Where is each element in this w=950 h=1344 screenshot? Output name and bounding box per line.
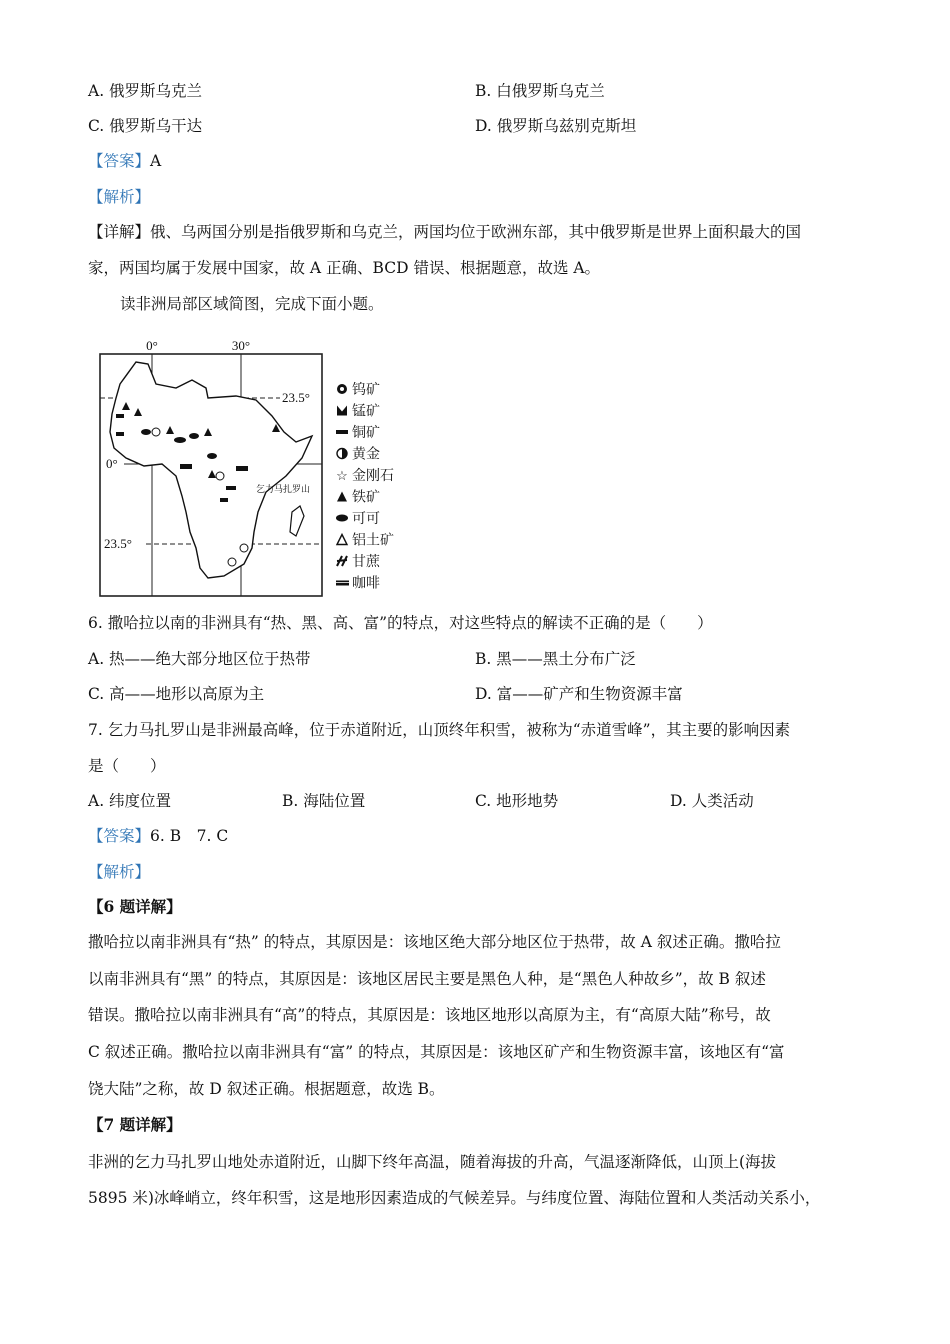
madagascar-outline <box>290 506 304 536</box>
q6-detail-heading: 【6 题详解】 <box>88 897 182 916</box>
legend-label: 黄金 <box>352 447 380 463</box>
q6-detail-line-2: 以南非洲具有“黑” 的特点，其原因是：该地区居民主要是黑色人种，是“黑色人种故乡”，故 B 叙述 <box>88 970 766 988</box>
q5-option-d: D. 俄罗斯乌兹别克斯坦 <box>475 117 637 135</box>
svg-text:☆: ☆ <box>336 468 348 483</box>
iron-icon <box>337 492 347 502</box>
manganese-icon <box>337 406 347 416</box>
q5-option-c: C. 俄罗斯乌干达 <box>88 117 203 135</box>
bauxite-icon <box>337 535 347 545</box>
label-lon-30: 30° <box>231 338 251 353</box>
map-legend <box>336 382 394 592</box>
q6-detail-line-3: 错误。撒哈拉以南非洲具有“高”的特点，其原因是：该地区地形以高原为主，有“高原大陆”称号，故 <box>88 1006 771 1024</box>
legend-label: 铝土矿 <box>352 533 394 549</box>
q6-stem: 6. 撒哈拉以南的非洲具有“热、黑、高、富”的特点，对这些特点的解读不正确的是（ ） <box>88 614 713 632</box>
q5-detail-line-2: 家，两国均属于发展中国家，故 A 正确、BCD 错误、根据题意，故选 A。 <box>88 259 601 277</box>
diamond-icon <box>336 468 348 483</box>
q6-detail-line-5: 饶大陆”之称，故 D 叙述正确。根据题意，故选 B。 <box>88 1080 445 1098</box>
cocoa-icon <box>336 515 348 522</box>
label-lat-equator: 0° <box>106 456 118 471</box>
q7-option-c: C. 地形地势 <box>475 792 559 810</box>
q7-option-b: B. 海陆位置 <box>282 792 366 810</box>
label-lat-north: 23.5° <box>282 390 310 405</box>
africa-map <box>96 336 416 598</box>
copper-icon <box>336 430 348 434</box>
q7-detail-line-1: 非洲的乞力马扎罗山地处赤道附近，山脚下终年高温，随着海拔的升高，气温逐渐降低，山顶上(海拔 <box>88 1153 777 1171</box>
coffee-icon <box>336 581 349 586</box>
legend-label: 可可 <box>352 512 380 527</box>
answer-value: A <box>150 152 162 170</box>
gold-icon <box>337 449 347 459</box>
sugarcane-icon <box>337 556 347 566</box>
answer-value: 6. B 7. C <box>150 827 229 845</box>
intro-text: 读非洲局部区域简图，完成下面小题。 <box>120 295 384 313</box>
q5-option-a: A. 俄罗斯乌克兰 <box>88 82 203 100</box>
legend-label: 锰矿 <box>352 404 380 420</box>
analysis-tag: 【解析】 <box>88 863 151 881</box>
q7-detail-line-2: 5895 米)冰峰峭立，终年积雪，这是地形因素造成的气候差异。与纬度位置、海陆位置和人类活动关系小， <box>88 1189 821 1207</box>
legend-label: 甘蔗 <box>352 555 380 570</box>
q67-answer-line <box>88 825 228 847</box>
label-kilimanjaro: 乞力马扎罗山 <box>256 484 311 494</box>
legend-label: 咖啡 <box>352 576 380 592</box>
q7-option-a: A. 纬度位置 <box>88 792 172 810</box>
q5-detail-line-1: 【详解】俄、乌两国分别是指俄罗斯和乌克兰，两国均位于欧洲东部，其中俄罗斯是世界上面积最大的国 <box>88 223 802 241</box>
q6-option-a: A. 热——绝大部分地区位于热带 <box>88 650 311 668</box>
analysis-tag: 【解析】 <box>88 188 151 206</box>
answer-tag: 【答案】 <box>88 827 151 845</box>
label-lat-south: 23.5° <box>104 536 132 551</box>
q5-option-b: B. 白俄罗斯乌克兰 <box>475 82 605 100</box>
q7-stem-line-2: 是（ ） <box>88 757 166 775</box>
label-lon-0: 0° <box>146 338 158 353</box>
q7-detail-heading: 【7 题详解】 <box>88 1115 182 1134</box>
legend-label: 钨矿 <box>352 383 380 398</box>
q7-option-d: D. 人类活动 <box>670 792 754 810</box>
q6-option-c: C. 高——地形以高原为主 <box>88 685 265 703</box>
q6-option-d: D. 富——矿产和生物资源丰富 <box>475 685 683 703</box>
q6-detail-line-4: C 叙述正确。撒哈拉以南非洲具有“富” 的特点，其原因是：该地区矿产和生物资源丰富，该地区有“富 <box>88 1043 785 1061</box>
legend-label: 金刚石 <box>352 469 394 484</box>
q6-option-b: B. 黑——黑土分布广泛 <box>475 650 636 668</box>
q7-stem-line-1: 7. 乞力马扎罗山是非洲最高峰，位于赤道附近，山顶终年积雪，被称为“赤道雪峰”，其主要的影响因素 <box>88 721 791 739</box>
answer-tag: 【答案】 <box>88 152 151 170</box>
q6-detail-line-1: 撒哈拉以南非洲具有“热” 的特点，其原因是：该地区绝大部分地区位于热带，故 A 叙述正确。撒哈拉 <box>88 933 781 951</box>
q5-answer-line <box>88 150 161 172</box>
legend-label: 铁矿 <box>352 490 380 506</box>
tungsten-icon <box>337 384 347 394</box>
legend-label: 铜矿 <box>352 426 380 441</box>
